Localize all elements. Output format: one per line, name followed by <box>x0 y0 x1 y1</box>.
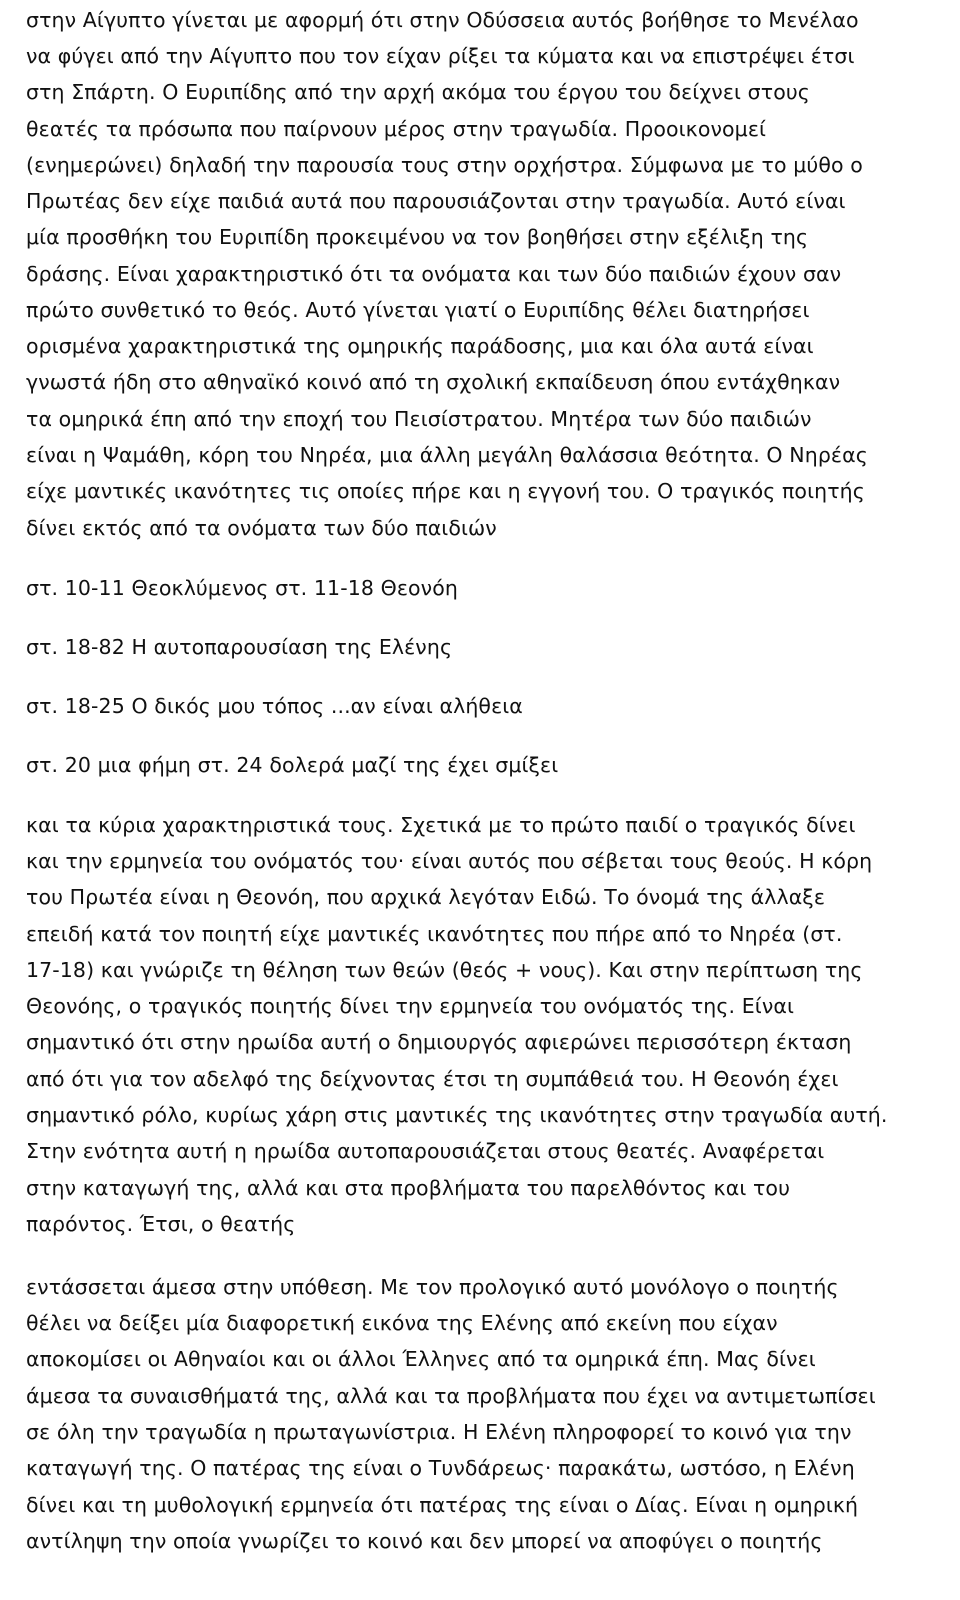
text-line: δίνει και τη μυθολογική ερμηνεία ότι πατέρας της είναι ο Δίας. Είναι η ομηρική <box>26 1493 859 1517</box>
text-line: άμεσα τα συναισθήματά της, αλλά και τα προβλήματα που έχει να αντιμετωπίσει <box>26 1384 876 1408</box>
verse-reference-line: στ. 20 μια φήμη στ. 24 δολερά μαζί της έχει σμίξει <box>26 753 559 777</box>
text-line: παρόντος. Έτσι, ο θεατής <box>26 1212 296 1236</box>
text-line: μία προσθήκη του Ευριπίδη προκειμένου να τον βοηθήσει στην εξέλιξη της <box>26 225 809 249</box>
text-line: στη Σπάρτη. Ο Ευριπίδης από την αρχή ακόμα του έργου του δείχνει στους <box>26 80 810 104</box>
text-line: καταγωγή της. Ο πατέρας της είναι ο Τυνδάρεως· παρακάτω, ωστόσο, η Ελένη <box>26 1456 855 1480</box>
text-line: από ότι για τον αδελφό της δείχνοντας έτσι τη συμπάθειά του. Η Θεονόη έχει <box>26 1067 839 1091</box>
text-line: σημαντικό ρόλο, κυρίως χάρη στις μαντικές της ικανότητες στην τραγωδία αυτή. <box>26 1103 888 1127</box>
text-line: γνωστά ήδη στο αθηναϊκό κοινό από τη σχολική εκπαίδευση όπου εντάχθηκαν <box>26 370 841 394</box>
text-line: αποκομίσει οι Αθηναίοι και οι άλλοι Έλληνες από τα ομηρικά έπη. Μας δίνει <box>26 1347 816 1371</box>
text-line: εντάσσεται άμεσα στην υπόθεση. Με τον προλογικό αυτό μονόλογο ο ποιητής <box>26 1275 839 1299</box>
text-line: και τα κύρια χαρακτηριστικά τους. Σχετικά με το πρώτο παιδί ο τραγικός δίνει <box>26 813 856 837</box>
text-line: θέλει να δείξει μία διαφορετική εικόνα της Ελένης από εκείνη που είχαν <box>26 1311 778 1335</box>
text-line: δράσης. Είναι χαρακτηριστικό ότι τα ονόματα και των δύο παιδιών έχουν σαν <box>26 262 842 286</box>
text-line: Στην ενότητα αυτή η ηρωίδα αυτοπαρουσιάζεται στους θεατές. Αναφέρεται <box>26 1139 825 1163</box>
text-line: τα ομηρικά έπη από την εποχή του Πεισίστρατου. Μητέρα των δύο παιδιών <box>26 407 812 431</box>
text-line: και την ερμηνεία του ονόματός του· είναι αυτός που σέβεται τους θεούς. Η κόρη <box>26 849 873 873</box>
text-line: είχε μαντικές ικανότητες τις οποίες πήρε και η εγγονή του. Ο τραγικός ποιητής <box>26 479 865 503</box>
text-line: είναι η Ψαμάθη, κόρη του Νηρέα, μια άλλη μεγάλη θαλάσσια θεότητα. Ο Νηρέας <box>26 443 868 467</box>
verse-reference-line: στ. 10-11 Θεοκλύμενος στ. 11-18 Θεονόη <box>26 576 458 600</box>
text-line: σε όλη την τραγωδία η πρωταγωνίστρια. Η Ελένη πληροφορεί το κοινό για την <box>26 1420 852 1444</box>
text-line: 17-18) και γνώριζε τη θέληση των θεών (θεός + νους). Και στην περίπτωση της <box>26 958 863 982</box>
text-line: του Πρωτέα είναι η Θεονόη, που αρχικά λεγόταν Ειδώ. Το όνομά της άλλαξε <box>26 885 826 909</box>
text-line: αντίληψη την οποία γνωρίζει το κοινό και δεν μπορεί να αποφύγει ο ποιητής <box>26 1529 823 1553</box>
verse-reference-line: στ. 18-82 Η αυτοπαρουσίαση της Ελένης <box>26 635 453 659</box>
text-line: πρώτο συνθετικό το θεός. Αυτό γίνεται γιατί ο Ευριπίδης θέλει διατηρήσει <box>26 298 810 322</box>
text-line: επειδή κατά τον ποιητή είχε μαντικές ικανότητες που πήρε από το Νηρέα (στ. <box>26 922 843 946</box>
text-line: θεατές τα πρόσωπα που παίρνουν μέρος στην τραγωδία. Προοικονομεί <box>26 117 767 141</box>
text-line: Θεονόης, ο τραγικός ποιητής δίνει την ερμηνεία του ονόματός της. Είναι <box>26 994 795 1018</box>
text-line: (ενημερώνει) δηλαδή την παρουσία τους στην ορχήστρα. Σύμφωνα με το μύθο ο <box>26 153 863 177</box>
text-line: Πρωτέας δεν είχε παιδιά αυτά που παρουσιάζονται στην τραγωδία. Αυτό είναι <box>26 189 846 213</box>
text-line: να φύγει από την Αίγυπτο που τον είχαν ρίξει τα κύματα και να επιστρέψει έτσι <box>26 44 855 68</box>
text-line: δίνει εκτός από τα ονόματα των δύο παιδιών <box>26 516 497 540</box>
text-line: ορισμένα χαρακτηριστικά της ομηρικής παράδοσης, μια και όλα αυτά είναι <box>26 334 814 358</box>
text-line: στην καταγωγή της, αλλά και στα προβλήματα του παρελθόντος και του <box>26 1176 791 1200</box>
text-line: στην Αίγυπτο γίνεται με αφορμή ότι στην Οδύσσεια αυτός βοήθησε το Μενέλαο <box>26 8 859 32</box>
text-line: σημαντικό ότι στην ηρωίδα αυτή ο δημιουργός αφιερώνει περισσότερη έκταση <box>26 1030 852 1054</box>
verse-reference-line: στ. 18-25 Ο δικός μου τόπος ...αν είναι αλήθεια <box>26 694 523 718</box>
